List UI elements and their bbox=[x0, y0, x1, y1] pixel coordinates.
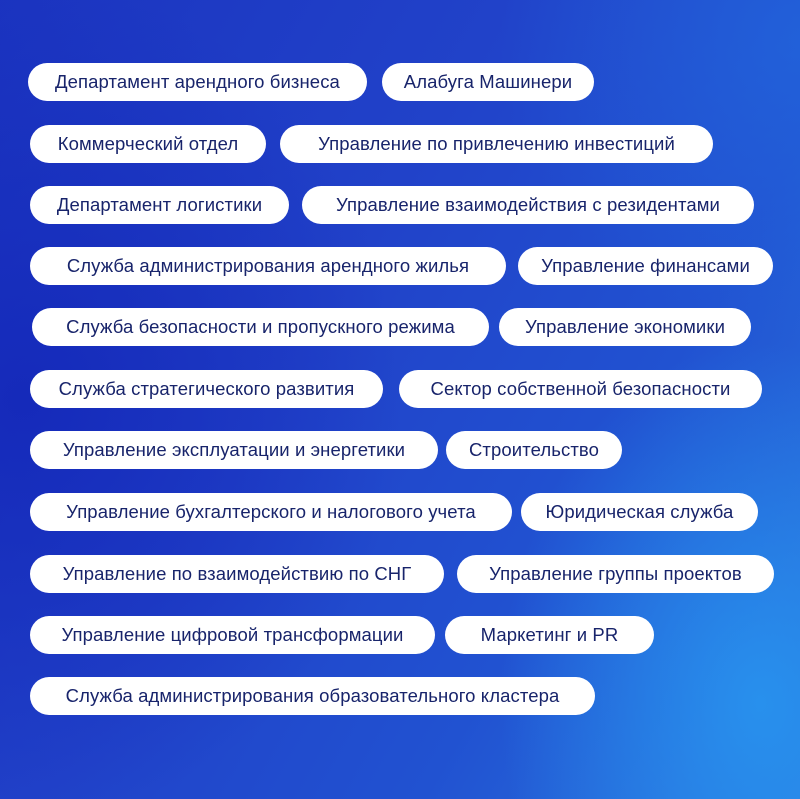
tag-pill: Служба администрирования образовательного кластера bbox=[30, 677, 595, 715]
tag-pill: Алабуга Машинери bbox=[382, 63, 594, 101]
tag-pill: Управление эксплуатации и энергетики bbox=[30, 431, 438, 469]
tag-pill: Коммерческий отдел bbox=[30, 125, 266, 163]
tag-pill: Управление по взаимодействию по СНГ bbox=[30, 555, 444, 593]
tag-pill: Служба администрирования арендного жилья bbox=[30, 247, 506, 285]
tag-pill: Строительство bbox=[446, 431, 622, 469]
tag-row bbox=[0, 370, 800, 408]
tag-pill: Юридическая служба bbox=[521, 493, 758, 531]
tag-row bbox=[0, 493, 800, 531]
tag-row bbox=[0, 125, 800, 163]
tag-pill: Департамент логистики bbox=[30, 186, 289, 224]
tag-pill: Служба стратегического развития bbox=[30, 370, 383, 408]
tag-pill: Управление группы проектов bbox=[457, 555, 774, 593]
tag-row bbox=[0, 616, 800, 654]
tag-pill: Управление финансами bbox=[518, 247, 773, 285]
tag-pill: Служба безопасности и пропускного режима bbox=[32, 308, 489, 346]
tag-row bbox=[0, 63, 800, 101]
tag-row bbox=[0, 247, 800, 285]
tag-pill: Департамент арендного бизнеса bbox=[28, 63, 367, 101]
tag-row bbox=[0, 431, 800, 469]
tag-row bbox=[0, 308, 800, 346]
tag-pill: Управление по привлечению инвестиций bbox=[280, 125, 713, 163]
tag-row bbox=[0, 186, 800, 224]
tag-row bbox=[0, 555, 800, 593]
tag-pill: Маркетинг и PR bbox=[445, 616, 654, 654]
tag-pill: Управление взаимодействия с резидентами bbox=[302, 186, 754, 224]
tag-pill: Управление цифровой трансформации bbox=[30, 616, 435, 654]
tag-pill: Сектор собственной безопасности bbox=[399, 370, 762, 408]
tag-row bbox=[0, 677, 800, 715]
tag-pill: Управление бухгалтерского и налогового учета bbox=[30, 493, 512, 531]
tag-pill: Управление экономики bbox=[499, 308, 751, 346]
